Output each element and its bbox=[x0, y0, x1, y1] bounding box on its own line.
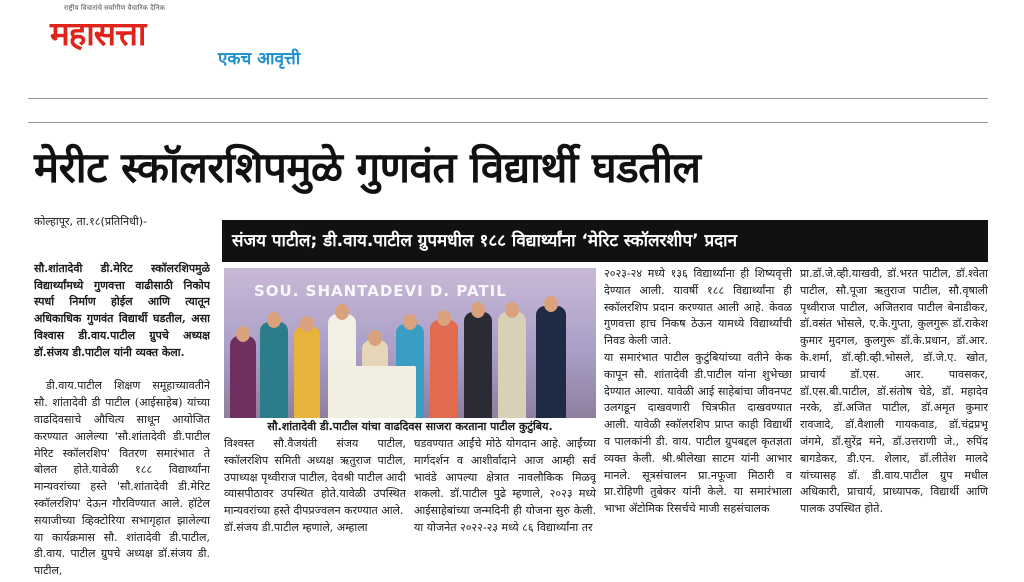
article-column-3: घडवण्यात आईंचे मोठे योगदान आहे. आईंच्या मार्गदर्शन व आशीर्वादाने आज आम्ही सर्व भावंडे आपल्या क्षेत्रात नावलौकिक मिळवू शकलो. डॉ.पाटील पुढे म्हणाले, २०२३ मध्ये आईसाहेबांच्या जन्मदिनी ही योजना सुरु केली. या योजनेत २०२२-२३ मध्ये ८६ विद्यार्थ्यांना तर bbox=[414, 437, 596, 534]
photo-person bbox=[536, 306, 566, 418]
event-photo bbox=[224, 268, 596, 418]
photo-head bbox=[505, 302, 519, 318]
photo-head bbox=[471, 302, 485, 318]
photo-head bbox=[437, 310, 451, 326]
photo-head bbox=[335, 304, 349, 320]
column-1-body: डी.वाय.पाटील शिक्षण समूहाच्यावतीने सौ. शांतादेवी डी पाटील (आईसाहेब) यांच्या वाढदिवसाचे औचित्य साधून आयोजित करण्यात आलेल्या 'सौ.शांतादेवी डी.पाटील मेरिट स्कॉलरशिप' वितरण समारंभात ते बोलत होते.यावेळी १८८ विद्यार्थ्यांना मान्यवरांच्या हस्ते 'सौ.शांतादेवी डी.मेरिट स्कॉलरशिप' देऊन गौरविण्यात आले. हॉटेल सयाजीच्या व्हिक्टोरिया सभागृहात झालेल्या या कार्यक्रमास सौ. शांतादेवी डी.पाटील, डी.वाय. पाटील ग्रुपचे अध्यक्ष डॉ.संजय डी. पाटील, bbox=[34, 379, 210, 578]
photo-person bbox=[260, 322, 288, 418]
photo-head bbox=[403, 314, 417, 330]
photo-head bbox=[544, 296, 558, 312]
article-headline: मेरीट स्कॉलरशिपमुळे गुणवंत विद्यार्थी घडतील bbox=[34, 143, 701, 192]
article-column-2: विश्वस्त सौ.वैजयंती संजय पाटील, स्कॉलरशिप समिती अध्यक्ष ऋतुराज पाटील, उपाध्यक्ष पृथ्वीराज पाटील, देवश्री पाटील आदी व्यासपीठावर उपस्थित होते.यावेळी उपस्थित मान्यवरांच्या हस्ते दीपप्रज्वलन करण्यात आले. डॉ.संजय डी.पाटील म्हणाले, अम्हाला bbox=[224, 437, 406, 534]
photo-head bbox=[267, 312, 281, 328]
article-column-5: प्रा.डॉ.जे.व्ही.याखवी, डॉ.भरत पाटील, डॉ.श्वेता पाटील, सौ.पूजा ऋतुराज पाटील, सौ.वृषाली पृथ्वीराज पाटील, अजितराव पाटील बेनाडीकर, डॉ.वसंत भोसले, ए.के.गुप्ता, कुलगुरू डॉ.राकेश कुमार मुदगल, कुलगुरू डॉ.के.प्रधान, डॉ.आर. के.शर्मा, डॉ.व्ही.व्ही.भोसले, डॉ.जे.ए. खोत, प्राचार्य डॉ.एस. आर. पावसकर, डॉ.एस.बी.पाटील, डॉ.संतोष चेडे, डॉ. महादेव नरके, डॉ.अजित पाटील, डॉ.अमृत कुमार रावजादे, डॉ.वैशाली गायकवाड, डॉ.चंद्रप्रभू जंगमे, डॉ.सुरेंद्र मने, डॉ.उत्तराणी जे., रुपिंद बागडेकर, डी.एन. शेलार, डॉ.लीतेश मालदे यांच्यासह डॉ. डी.वाय.पाटील ग्रुप मधील अधिकारी, प्राचार्य, प्राध्यापक, विद्यार्थी आणि पालक उपस्थित होते. bbox=[800, 267, 988, 516]
photo-person bbox=[294, 326, 320, 418]
photo-head bbox=[368, 330, 382, 346]
header-rule bbox=[28, 122, 988, 123]
cake-table bbox=[334, 366, 416, 418]
dateline: कोल्हापूर, ता.१८(प्रतिनिधी)- bbox=[34, 215, 148, 228]
article-lead: सौ.शांतादेवी डी.मेरिट स्कॉलरशिपमुळे विद्यार्थ्यांमध्ये गुणवत्ता वाढीसाठी निकोप स्पर्धा निर्माण होईल आणि त्यातून अधिकाधिक गुणवंत विद्यार्थी घडतील, असा विश्वास डी.वाय.पाटील ग्रुपचे अध्यक्ष डॉ.संजय डी.पाटील यांनी व्यक्त केला. bbox=[34, 261, 210, 359]
top-rule bbox=[28, 98, 988, 99]
newspaper-logo: महासत्ता bbox=[50, 14, 146, 53]
photo-person bbox=[464, 312, 492, 418]
photo-caption: सौ.शांतादेवी डी.पाटील यांचा वाढदिवस साजरा करताना पाटील कुटुंबिय. bbox=[267, 420, 553, 433]
masthead-tagline: राष्ट्रीय विचारांचे सर्वांगीण वैचारिक दैनिक bbox=[64, 4, 165, 12]
photo-banner-text: SOU. SHANTADEVI D. PATIL bbox=[254, 282, 507, 300]
article-column-1 bbox=[34, 244, 210, 582]
article-subheadline: संजय पाटील; डी.वाय.पाटील ग्रुपमधील १८८ विद्यार्थ्यांना ‘मेरिट स्कॉलरशीप’ प्रदान bbox=[222, 220, 988, 262]
article-column-4: २०२३-२४ मध्ये १३६ विद्यार्थ्यांना ही शिष्यवृत्ती देण्यात आली. यावर्षी १८८ विद्यार्थ्यांना ही स्कॉलरशिप प्रदान करण्यात आली आहे. केवळ गुणवत्ता हाच निकष ठेऊन यामध्ये विद्यार्थ्यांची निवड केली जाते. या समारंभात पाटील कुटुंबियांच्या वतीने केक कापून सौ. शांतादेवी डी.पाटील यांना शुभेच्छा देण्यात आल्या. यावेळी आई साहेबांचा जीवनपट उलगडून दाखवणारी चित्रफीत दाखवण्यात आली. यावेळी स्कॉलरशिप प्राप्त काही विद्यार्थी व पालकांनी डी. वाय. पाटील ग्रुपबद्दल कृतज्ञता व्यक्त केली. श्री.श्रीलेखा साटम यांनी आभार मानले. सूत्रसंचालन प्रा.नफूजा मिठारी व प्रा.रोहिणी तुबेकर यांनी केले. या समारंभाला भाभा ॲटोमिक रिसर्चचे माजी सहसंचालक bbox=[604, 267, 792, 516]
photo-person bbox=[430, 320, 458, 418]
photo-person bbox=[498, 312, 526, 418]
photo-head bbox=[236, 326, 250, 342]
edition-label: एकच आवृत्ती bbox=[218, 49, 301, 69]
photo-person bbox=[230, 336, 256, 418]
photo-head bbox=[300, 316, 314, 332]
